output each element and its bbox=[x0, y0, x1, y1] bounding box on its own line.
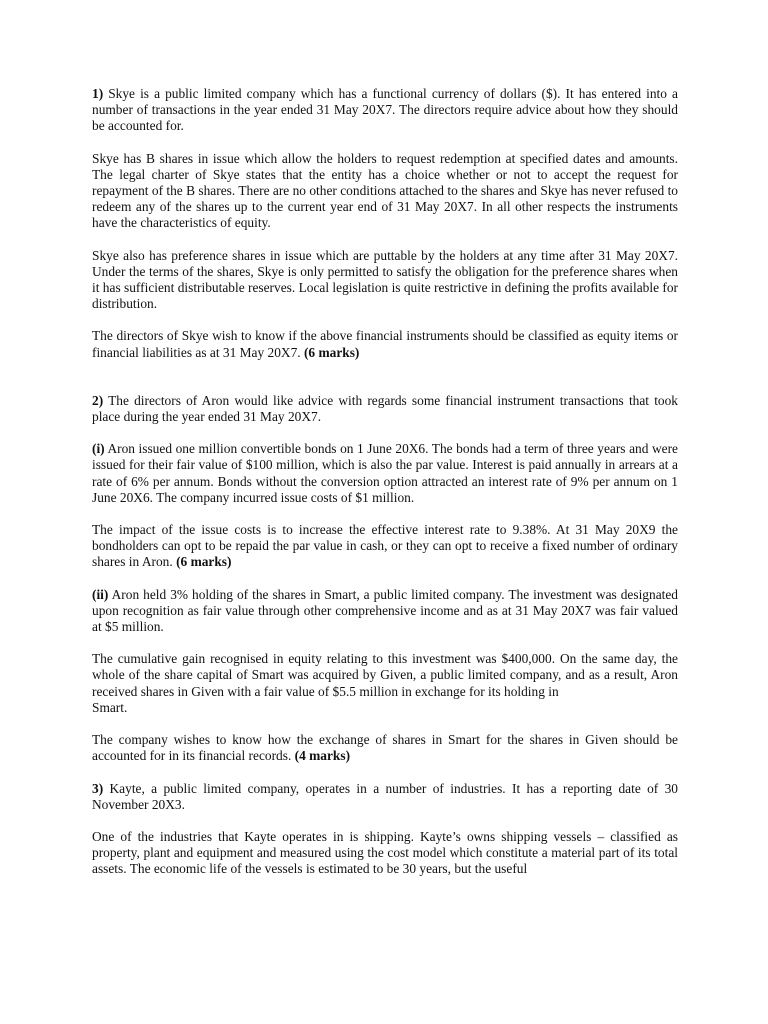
q3-shipping-paragraph: One of the industries that Kayte operates in is shipping. Kayte’s owns shipping vessels – classified as property, plant and equipment and measured using the cost model which constitute a material part of its total assets. The economic life of the vessels is estimated to be 30 years, but the useful bbox=[92, 828, 678, 877]
q2-i-label: (i) bbox=[92, 441, 105, 457]
q1-preference-shares-paragraph: Skye also has preference shares in issue which are puttable by the holders at any time after 31 May 20X7. Under the terms of the shares, Skye is only permitted to satisfy the obligation for the preference shares when it has sufficient distributable reserves. Local legislation is quite restrictive in defining the profits available for distribution. bbox=[92, 247, 678, 312]
q1-requirement: The directors of Skye wish to know if the above financial instruments should be classified as equity items or financial liabilities as at 31 May 20X7. (6 marks) bbox=[92, 328, 678, 360]
q1-marks: (6 marks) bbox=[303, 344, 360, 360]
q1-b-shares-paragraph: Skye has B shares in issue which allow the holders to request redemption at specified dates and amounts. The legal charter of Skye states that the entity has a choice whether or not to accept the request for repayment of the B shares. There are no other conditions attached to the shares and Skye has never refused to redeem any of the shares up to the current year end of 31 May 20X7. In all other respects the instruments have the characteristics of equity. bbox=[92, 150, 678, 231]
q2-i-paragraph: (i) Aron issued one million convertible bonds on 1 June 20X6. The bonds had a term of three years and were issued for their fair value of $100 million, which is also the par value. Interest is paid annually in arrears at a rate of 6% per annum. Bonds without the conversion option attracted an interest rate of 9% per annum on 1 June 20X6. The company incurred issue costs of $1 million. bbox=[92, 441, 678, 505]
q3-number: 3) bbox=[92, 780, 104, 796]
q2-ii-gain-paragraph-end: Smart. bbox=[92, 699, 128, 715]
q2-i-requirement: The impact of the issue costs is to increase the effective interest rate to 9.38%. At 31 May 20X9 the bondholders can opt to be repaid the par value in cash, or they can opt to receive a fixed number of ordinary shares in Aron. (6 marks) bbox=[92, 522, 678, 570]
q2-ii-paragraph: (ii) Aron held 3% holding of the shares in Smart, a public limited company. The investment was designated upon recognition as fair value through other comprehensive income and as at 31 May 20X7 was fair valued at $5 million. bbox=[92, 586, 678, 635]
q2-number: 2) bbox=[92, 392, 104, 408]
q1-intro: 1) Skye is a public limited company which has a functional currency of dollars ($). It has entered into a number of transactions in the year ended 31 May 20X7. The directors require advice about how they should be accounted for. bbox=[92, 86, 678, 134]
q2-ii-gain-paragraph: The cumulative gain recognised in equity relating to this investment was $400,000. On the same day, the whole of the share capital of Smart was acquired by Given, a public limited company, and as a result, Aron received shares in Given with a fair value of $5.5 million in exchange for its holding in bbox=[92, 651, 678, 699]
q1-number: 1) bbox=[92, 86, 104, 101]
q2-ii-marks: (4 marks) bbox=[294, 748, 351, 764]
q2-ii-requirement: The company wishes to know how the exchange of shares in Smart for the shares in Given should be accounted for in its financial records. (4 marks) bbox=[92, 732, 678, 764]
q2-i-marks: (6 marks) bbox=[176, 554, 232, 570]
q2-ii-label: (ii) bbox=[92, 586, 109, 602]
q3-intro: 3) Kayte, a public limited company, operates in a number of industries. It has a reporting date of 30 November 20X3. bbox=[92, 780, 678, 812]
q2-intro: 2) The directors of Aron would like advice with regards some financial instrument transactions that took place during the year ended 31 May 20X7. bbox=[92, 392, 678, 425]
